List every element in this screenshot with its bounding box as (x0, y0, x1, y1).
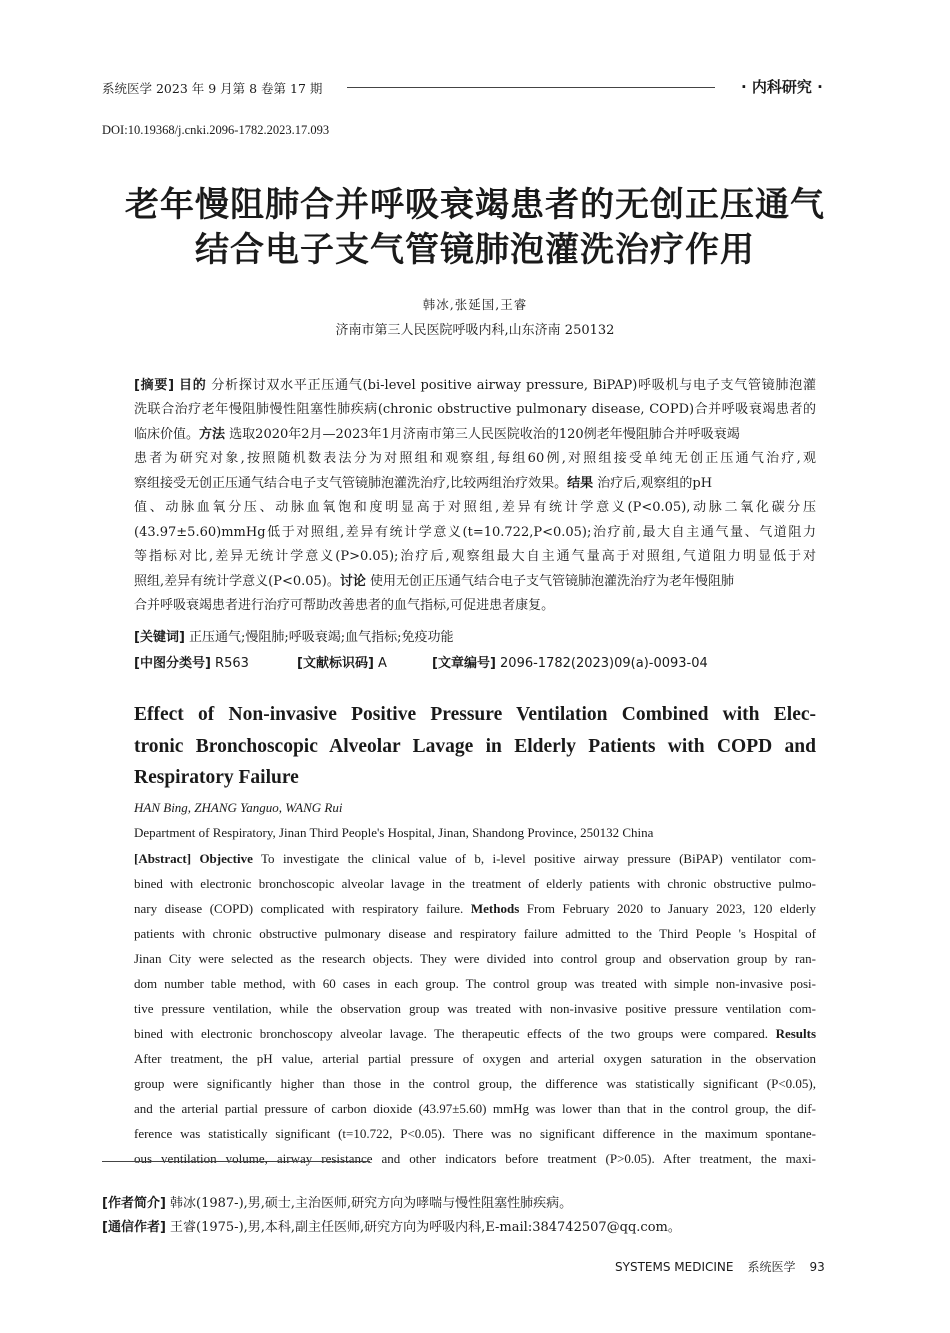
abstract-en-label: [Abstract] (134, 851, 192, 866)
footer-journal-cn: 系统医学 (747, 1260, 796, 1274)
doi: DOI:10.19368/j.cnki.2096-1782.2023.17.093 (102, 123, 330, 137)
abstract-en-line: bined with electronic bronchoscopic alveolar lavage in the treatment of elderly patients with chronic obstructive pulmo- (134, 876, 816, 891)
page-footer (615, 1258, 839, 1275)
document-code: [文献标识码] A (297, 656, 387, 671)
abstract-en-line: group were significantly higher than those in the control group, the difference was statistically significant (P<0.05), (134, 1076, 816, 1091)
keywords-label: [关键词] (134, 630, 185, 645)
abstract-en-line: tive pressure ventilation, while the observation group was treated with non-invasive positive pressure ventilation com- (134, 1001, 816, 1016)
authors-en: HAN Bing, ZHANG Yanguo, WANG Rui (134, 800, 343, 815)
page-number: 93 (809, 1260, 825, 1274)
title-en-line-1: Effect of Non-invasive Positive Pressure Ventilation Combined with Elec- (134, 704, 816, 725)
results-label: 结果 (567, 476, 594, 491)
title-cn-line-2: 结合电子支气管镜肺泡灌洗治疗作用 (195, 230, 755, 270)
discussion-label: 讨论 (339, 574, 366, 589)
abstract-cn-line: 洗联合治疗老年慢阻肺慢性阻塞性肺疾病(chronic obstructive pulmonary disease, COPD)合并呼吸衰竭患者的 (134, 402, 816, 417)
abstract-en-line: [Abstract] Objective To investigate the clinical value of b, i-level positive airway pressure (BiPAP) ventilator com- (134, 851, 816, 866)
footnote-corresponding-author: [通信作者] 王睿(1975-),男,本科,副主任医师,研究方向为呼吸内科,E-mail:384742507@qq.com。 (102, 1220, 681, 1235)
classification-code: [中图分类号] R563 (134, 656, 249, 671)
journal-header: 系统医学 2023 年 9 月第 8 卷第 17 期 (102, 81, 323, 96)
abstract-cn-line: 临床价值。方法 选取2020年2月—2023年1月济南市第三人民医院收治的120例老年慢阻肺合并呼吸衰竭 (134, 427, 740, 442)
header-rule (347, 87, 715, 88)
abstract-en-line: patients with chronic obstructive pulmonary disease and respiratory failure admitted to the Third People 's Hospital of (134, 926, 816, 941)
affiliation-en: Department of Respiratory, Jinan Third People's Hospital, Jinan, Shandong Province, 250132 China (134, 825, 654, 840)
footnote-rule (102, 1161, 370, 1162)
methods-label: 方法 (199, 427, 226, 442)
abstract-cn-line: 察组接受无创正压通气结合电子支气管镜肺泡灌洗治疗,比较两组治疗效果。结果 治疗后,观察组的pH (134, 476, 713, 491)
objective-en-label: Objective (199, 851, 253, 866)
abstract-cn-line: 值、动脉血氧分压、动脉血氧饱和度明显高于对照组,差异有统计学意义(P<0.05),动脉二氧化碳分压 (134, 500, 816, 515)
abstract-cn-line: 等指标对比,差异无统计学意义(P>0.05);治疗后,观察组最大自主通气量高于对照组,气道阻力明显低于对 (134, 549, 816, 564)
keywords-cn (134, 626, 816, 645)
abstract-en-line: Jinan City were selected as the research objects. They were divided into control group and observation group by ran- (134, 951, 816, 966)
abstract-en-line: bined with electronic bronchoscopy alveolar lavage. The therapeutic effects of the two groups were compared. Results (134, 1026, 816, 1041)
keywords-text: 正压通气;慢阻肺;呼吸衰竭;血气指标;免疫功能 (189, 630, 454, 645)
results-en-label: Results (775, 1026, 816, 1041)
title-en-line-2: tronic Bronchoscopic Alveolar Lavage in Elderly Patients with COPD and (134, 736, 816, 757)
abstract-en-line: nary disease (COPD) complicated with respiratory failure. Methods From February 2020 to January 2023, 120 elderly (134, 901, 816, 916)
methods-en-label: Methods (470, 901, 520, 916)
abstract-cn-line: 合并呼吸衰竭患者进行治疗可帮助改善患者的血气指标,可促进患者康复。 (134, 598, 555, 613)
abstract-cn-line: [摘要] 目的 分析探讨双水平正压通气(bi-level positive airway pressure, BiPAP)呼吸机与电子支气管镜肺泡灌 (134, 378, 816, 393)
abstract-cn-line: 患者为研究对象,按照随机数表法分为对照组和观察组,每组60例,对照组接受单纯无创正压通气治疗,观 (134, 451, 816, 466)
footnote-author-bio: [作者简介] 韩冰(1987-),男,硕士,主治医师,研究方向为哮喘与慢性阻塞性肺疾病。 (102, 1196, 573, 1211)
article-number: [文章编号] 2096-1782(2023)09(a)-0093-04 (432, 656, 708, 671)
abstract-en-line: After treatment, the pH value, arterial partial pressure of oxygen and arterial oxygen saturation in the observation (134, 1051, 816, 1066)
abstract-label: [摘要] (134, 378, 175, 393)
abstract-cn-line: (43.97±5.60)mmHg低于对照组,差异有统计学意义(t=10.722,P<0.05);治疗前,最大自主通气量、气道阻力 (134, 525, 816, 540)
footer-journal-en: SYSTEMS MEDICINE (615, 1260, 734, 1274)
abstract-cn-line: 照组,差异有统计学意义(P<0.05)。讨论 使用无创正压通气结合电子支气管镜肺泡灌洗治疗为老年慢阻肺 (134, 574, 735, 589)
abstract-en-line: ference was statistically significant (t=10.722, P<0.05). There was no significant difference in the maximum spontane- (134, 1126, 816, 1141)
abstract-en-line: dom number table method, with 60 cases in each group. The control group was treated with simple non-invasive posi- (134, 976, 816, 991)
abstract-en-line: ous ventilation volume, airway resistance and other indicators before treatment (P>0.05). After treatment, the maxi- (134, 1151, 816, 1166)
section-label: · 内科研究 · (741, 78, 823, 96)
abstract-en-line: and the arterial partial pressure of carbon dioxide (43.97±5.60) mmHg was lower than that in the control group, the dif- (134, 1101, 816, 1116)
title-cn-line-1: 老年慢阻肺合并呼吸衰竭患者的无创正压通气 (125, 185, 825, 225)
affiliation-cn: 济南市第三人民医院呼吸内科,山东济南 250132 (335, 323, 615, 338)
title-en-line-3: Respiratory Failure (134, 767, 299, 788)
authors-cn: 韩冰,张延国,王睿 (422, 297, 528, 312)
objective-label: 目的 (179, 378, 207, 393)
